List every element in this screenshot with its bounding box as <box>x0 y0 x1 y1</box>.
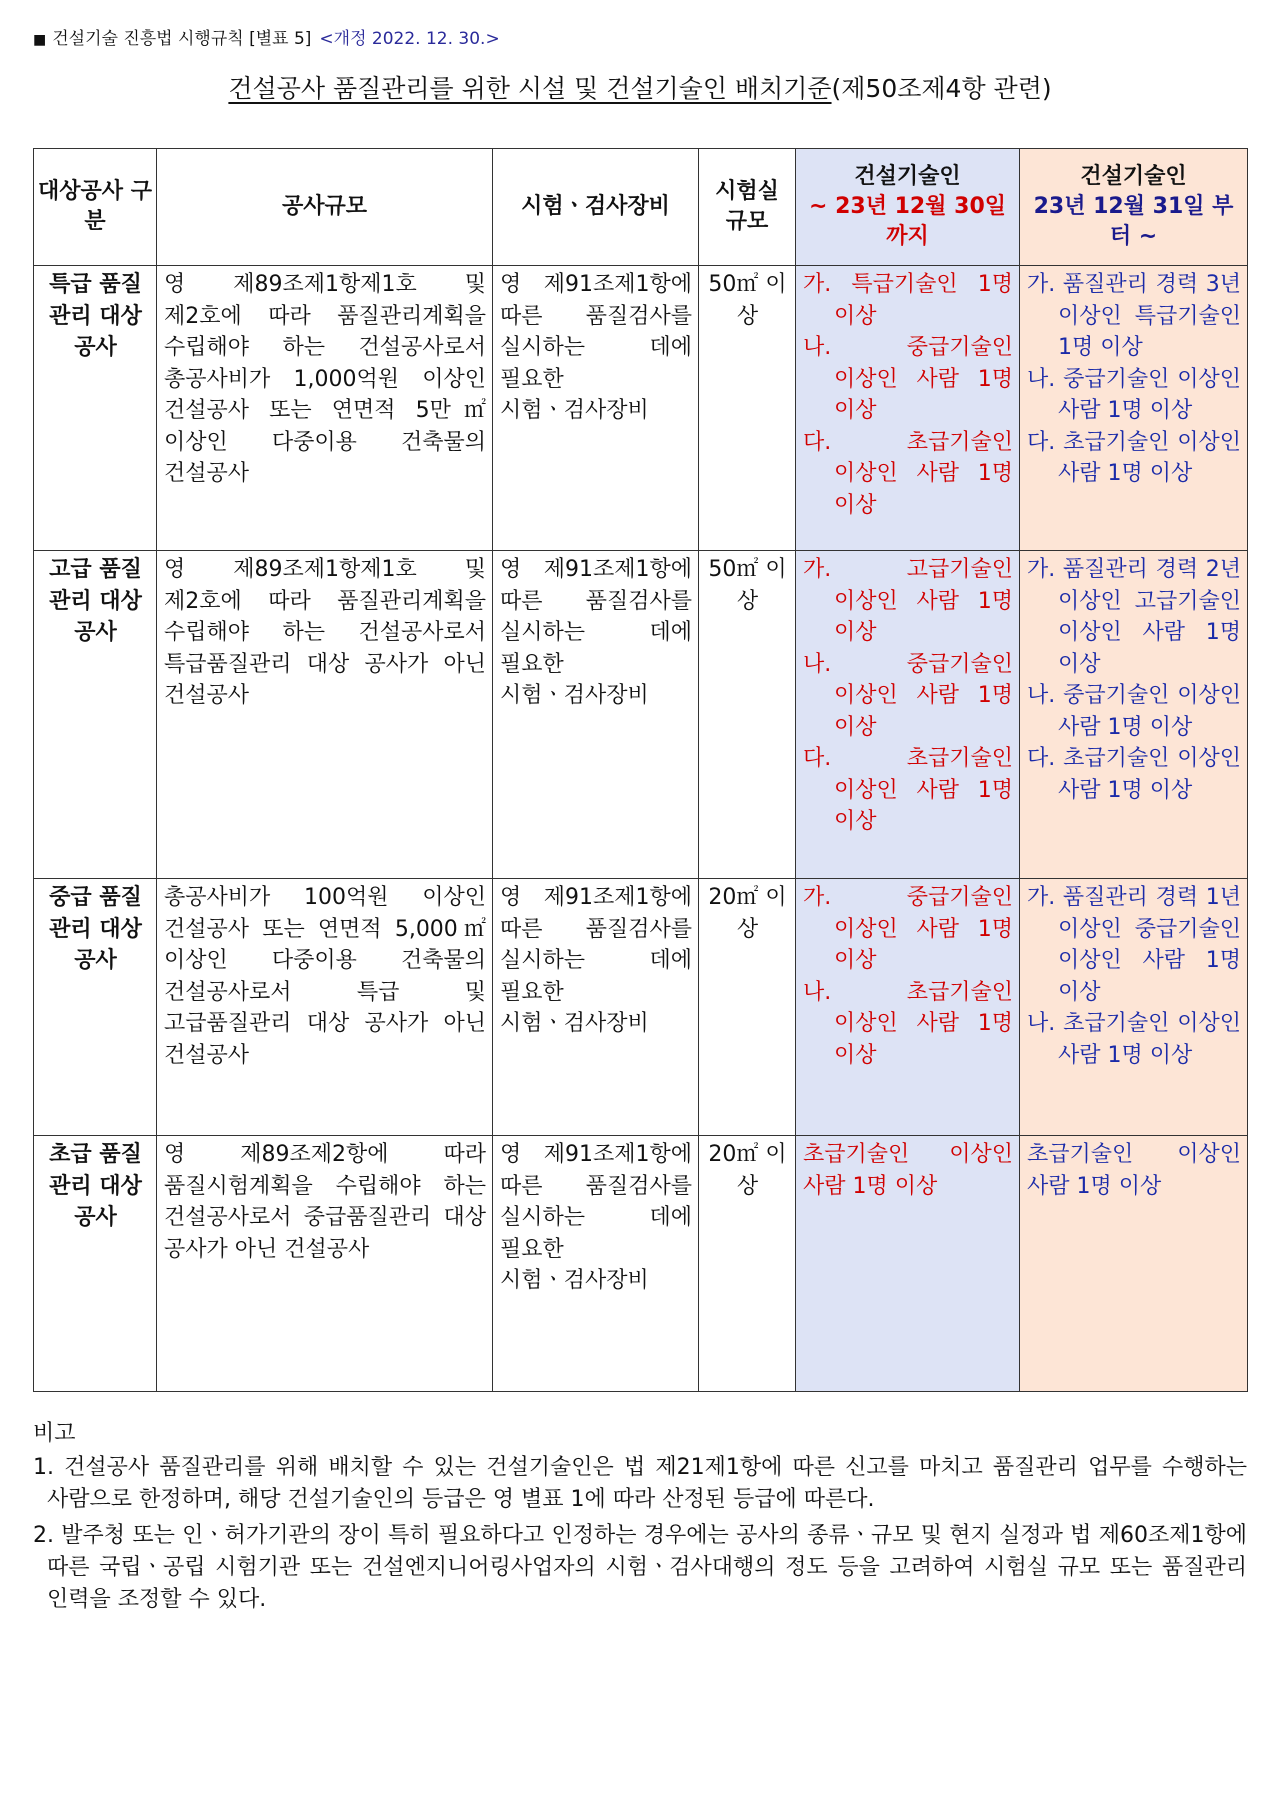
list-item: 나. 초급기술인 이상인 사람 1명 이상 <box>1027 1011 1241 1068</box>
list-item: 나. 중급기술인 이상인 사람 1명 이상 <box>1027 366 1241 423</box>
row-scale: 총공사비가 100억원 이상인 건설공사 또는 연면적 5,000㎡ 이상인 다중이용 건축물의 건설공사로서 특급 및 고급품질관리 대상 공사가 아닌 건설공사 <box>157 879 493 1136</box>
title-suffix: (제50조제4항 관련) <box>831 74 1052 103</box>
remarks-section <box>33 1418 1247 1620</box>
quality-staffing-table <box>33 148 1248 1392</box>
document-header <box>33 28 500 51</box>
header-until <box>796 149 1020 266</box>
square-bullet-icon: ■ <box>33 32 47 48</box>
row-lab-size: 50㎡ 이상 <box>699 266 796 551</box>
row-until-staff <box>796 879 1020 1136</box>
header-until-sub: ~ 23년 12월 30일 까지 <box>808 194 1006 249</box>
header-from <box>1020 149 1248 266</box>
remark-item: 1. 건설공사 품질관리를 위해 배치할 수 있는 건설기술인은 법 제21제1항에 따른 신고를 마치고 품질관리 업무를 수행하는 사람으로 한정하며, 해당 건설기술인의 등급은 영 별표 1에 따라 산정된 등급에 따른다. <box>33 1455 1247 1512</box>
row-scale: 영 제89조제1항제1호 및 제2호에 따라 품질관리계획을 수립해야 하는 건설공사로서 총공사비가 1,000억원 이상인 건설공사 또는 연면적 5만㎡ 이상인 다중이용 건축물의 건설공사 <box>157 266 493 551</box>
list-item: 가. 특급기술인 1명 이상 <box>803 272 1013 329</box>
row-lab-size: 20㎡ 이상 <box>699 879 796 1136</box>
row-lab-size: 20㎡ 이상 <box>699 1136 796 1392</box>
list-item: 나. 중급기술인 이상인 사람 1명 이상 <box>1027 683 1241 740</box>
list-item: 다. 초급기술인 이상인 사람 1명 이상 <box>803 746 1013 834</box>
list-item: 다. 초급기술인 이상인 사람 1명 이상 <box>1027 429 1241 486</box>
list-item: 가. 품질관리 경력 3년 이상인 특급기술인 1명 이상 <box>1027 272 1241 360</box>
table-row <box>34 266 1248 551</box>
title-main: 건설공사 품질관리를 위한 시설 및 건설기술인 배치기준 <box>228 74 832 103</box>
row-equipment: 영 제91조제1항에 따른 품질검사를 실시하는 데에 필요한 시험ㆍ검사장비 <box>493 551 699 879</box>
row-category: 고급 품질관리 대상 공사 <box>34 551 157 879</box>
list-item: 가. 고급기술인 이상인 사람 1명 이상 <box>803 557 1013 645</box>
row-equipment: 영 제91조제1항에 따른 품질검사를 실시하는 데에 필요한 시험ㆍ검사장비 <box>493 879 699 1136</box>
list-item: 다. 초급기술인 이상인 사람 1명 이상 <box>803 429 1013 518</box>
revision-date: <개정 2022. 12. 30.> <box>319 29 500 49</box>
list-item: 다. 초급기술인 이상인 사람 1명 이상 <box>1027 746 1241 803</box>
row-from-staff <box>1020 879 1248 1136</box>
row-until-staff <box>796 266 1020 551</box>
header-scale: 공사규모 <box>157 149 493 266</box>
row-from-staff <box>1020 266 1248 551</box>
header-from-sub: 23년 12월 31일 부터 ~ <box>1033 194 1234 249</box>
table-row <box>34 1136 1248 1392</box>
row-category: 특급 품질관리 대상 공사 <box>34 266 157 551</box>
row-lab-size: 50㎡ 이상 <box>699 551 796 879</box>
list-item: 가. 품질관리 경력 2년 이상인 고급기술인 이상인 사람 1명 이상 <box>1027 557 1241 677</box>
header-category: 대상공사 구분 <box>34 149 157 266</box>
list-item: 나. 중급기술인 이상인 사람 1명 이상 <box>803 651 1013 740</box>
table-header-row <box>34 149 1248 266</box>
table-row <box>34 551 1248 879</box>
list-item: 가. 중급기술인 이상인 사람 1명 이상 <box>803 885 1013 973</box>
row-equipment: 영 제91조제1항에 따른 품질검사를 실시하는 데에 필요한 시험ㆍ검사장비 <box>493 1136 699 1392</box>
row-category: 초급 품질관리 대상 공사 <box>34 1136 157 1392</box>
row-from-staff: 초급기술인 이상인 사람 1명 이상 <box>1020 1136 1248 1392</box>
source-label: 건설기술 진흥법 시행규칙 [별표 5] <box>52 29 312 49</box>
list-item: 가. 품질관리 경력 1년 이상인 중급기술인 이상인 사람 1명 이상 <box>1027 885 1241 1005</box>
row-equipment: 영 제91조제1항에 따른 품질검사를 실시하는 데에 필요한 시험ㆍ검사장비 <box>493 266 699 551</box>
header-from-title: 건설기술인 <box>1080 164 1187 189</box>
header-until-title: 건설기술인 <box>854 164 961 189</box>
header-equipment: 시험ㆍ검사장비 <box>493 149 699 266</box>
list-item: 나. 중급기술인 이상인 사람 1명 이상 <box>803 335 1013 423</box>
row-until-staff: 초급기술인 이상인 사람 1명 이상 <box>796 1136 1020 1392</box>
header-lab-size: 시험실 규모 <box>699 149 796 266</box>
row-category: 중급 품질관리 대상 공사 <box>34 879 157 1136</box>
document-title <box>0 72 1280 106</box>
remarks-title: 비고 <box>33 1421 76 1446</box>
row-until-staff <box>796 551 1020 879</box>
row-from-staff <box>1020 551 1248 879</box>
list-item: 나. 초급기술인 이상인 사람 1명 이상 <box>803 979 1013 1068</box>
table-row <box>34 879 1248 1136</box>
remark-item: 2. 발주청 또는 인ㆍ허가기관의 장이 특히 필요하다고 인정하는 경우에는 공사의 종류ㆍ규모 및 현지 실정과 법 제60조제1항에 따른 국립ㆍ공립 시험기관 또는 건설엔지니어링사업자의 시험ㆍ검사대행의 정도 등을 고려하여 시험실 규모 또는 품질관리 인력을 조정할 수 있다. <box>33 1523 1247 1612</box>
row-scale: 영 제89조제1항제1호 및 제2호에 따라 품질관리계획을 수립해야 하는 건설공사로서 특급품질관리 대상 공사가 아닌 건설공사 <box>157 551 493 879</box>
row-scale: 영 제89조제2항에 따라 품질시험계획을 수립해야 하는 건설공사로서 중급품질관리 대상 공사가 아닌 건설공사 <box>157 1136 493 1392</box>
